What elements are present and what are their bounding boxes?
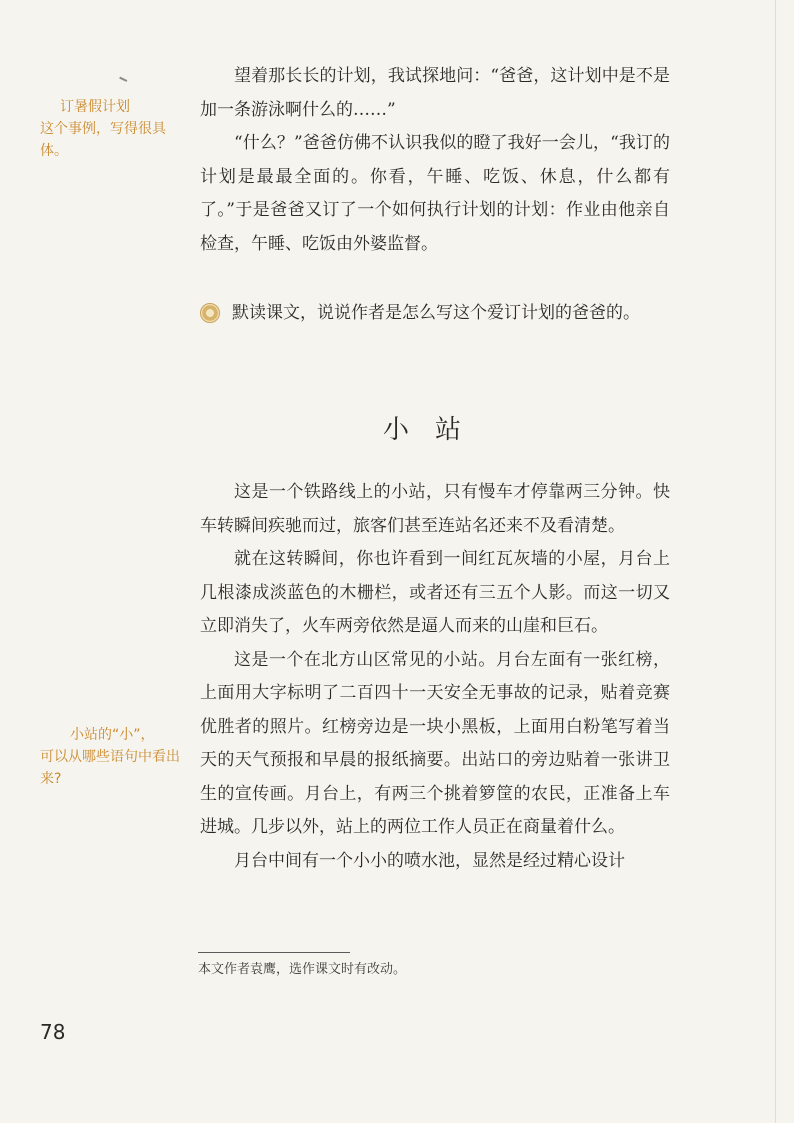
reading-exercise <box>200 296 680 330</box>
paragraph: 这是一个在北方山区常见的小站。月台左面有一张红榜，上面用大字标明了二百四十一天安全无事故的记录，贴着竞赛优胜者的照片。红榜旁边是一块小黑板，上面用白粉笔写着当天的天气预报和早晨的报纸摘要。出站口的旁边贴着一张讲卫生的宣传画。月台上，有两三个挑着箩筐的农民，正准备上车进城。几步以外，站上的两位工作人员正在商量着什么。 <box>200 649 670 837</box>
side-note-plan-example <box>40 96 190 162</box>
side-note-line: 这个事例，写得很具体。 <box>40 121 166 159</box>
footnote-divider <box>198 952 350 953</box>
side-note-line: 可以从哪些语句中看出来? <box>40 749 180 787</box>
side-note-small-station <box>40 724 190 790</box>
story-text-upper <box>200 60 670 261</box>
lesson-text <box>200 476 670 878</box>
lesson-title: 小站 <box>382 415 487 445</box>
exercise-text: 默读课文，说说作者是怎么写这个爱订计划的爸爸的。 <box>232 303 640 323</box>
paragraph: 望着那长长的计划，我试探地问：“爸爸，这计划中是不是加一条游泳啊什么的……” <box>200 66 670 120</box>
paragraph: “什么？”爸爸仿佛不认识我似的瞪了我好一会儿，“我订的计划是最最全面的。你看，午睡、吃饭、休息，什么都有了。”于是爸爸又订了一个如何执行计划的计划：作业由他亲自检查，午睡、吃饭由外婆监督。 <box>200 133 670 254</box>
paragraph: 月台中间有一个小小的喷水池，显然是经过精心设计 <box>234 850 625 871</box>
footnote: 本文作者袁鹰，选作课文时有改动。 <box>198 962 407 977</box>
side-note-line: 小站的“小”， <box>70 727 155 743</box>
page-edge <box>775 0 776 1123</box>
annotation-mark-icon <box>117 77 128 88</box>
page-number: 78 <box>40 1020 66 1044</box>
paragraph: 就在这转瞬间，你也许看到一间红瓦灰墙的小屋，月台上几根漆成淡蓝色的木栅栏，或者还有三五个人影。而这一切又立即消失了，火车两旁依然是逼人而来的山崖和巨石。 <box>200 549 670 636</box>
reading-icon <box>200 303 220 323</box>
paragraph: 这是一个铁路线上的小站，只有慢车才停靠两三分钟。快车转瞬间疾驰而过，旅客们甚至连站名还来不及看清楚。 <box>200 482 670 536</box>
side-note-line: 订暑假计划 <box>60 99 130 115</box>
